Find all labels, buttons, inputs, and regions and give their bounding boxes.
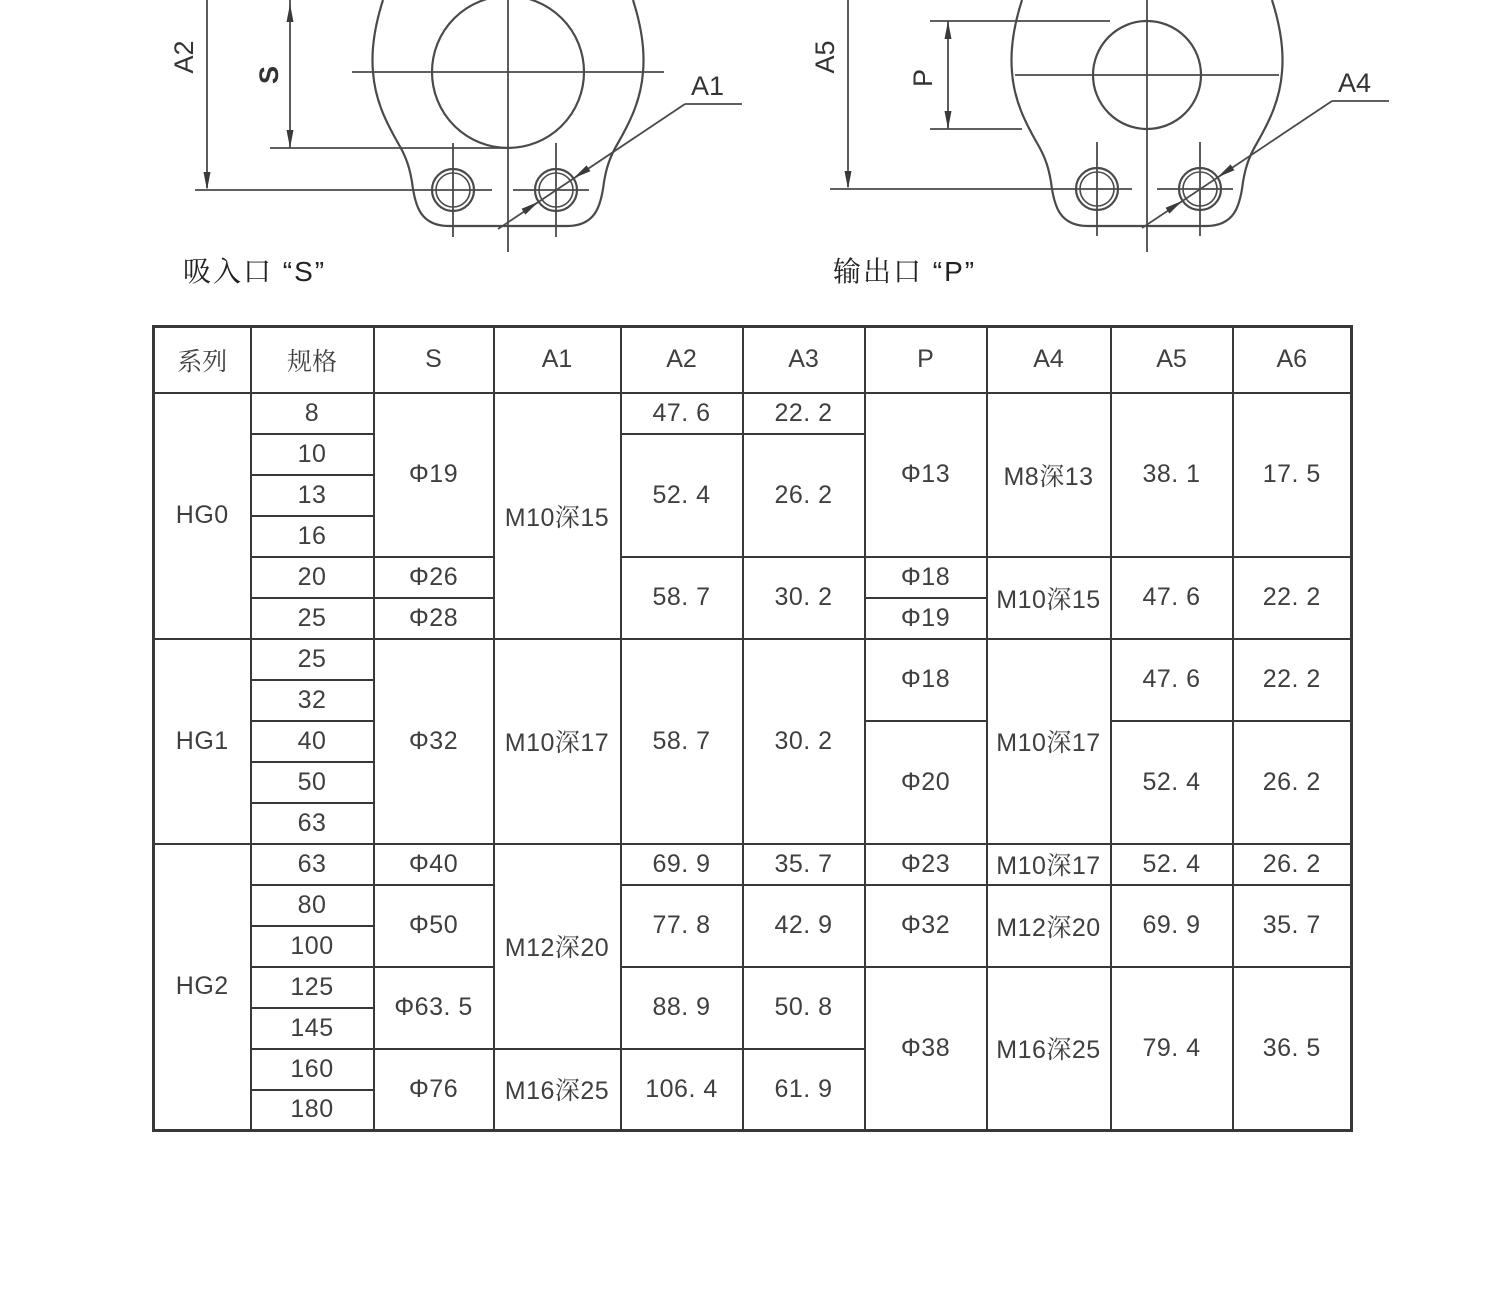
table-cell: Φ40: [374, 844, 494, 885]
table-cell: Φ38: [865, 967, 987, 1131]
table-cell: HG2: [154, 844, 251, 1131]
output-port-caption: 输出口 “P”: [833, 256, 977, 287]
table-cell: 77. 8: [621, 885, 743, 967]
table-cell: 16: [251, 516, 374, 557]
dim-a2-label: A2: [169, 40, 199, 74]
table-cell: 22. 2: [1233, 639, 1352, 721]
dim-s-arrow-down: [287, 130, 294, 148]
table-cell: 26. 2: [743, 434, 865, 557]
table-row: [154, 557, 1352, 598]
dim-p-arrow-up: [945, 21, 952, 39]
column-header-7: A4: [987, 327, 1111, 393]
table-cell: Φ76: [374, 1049, 494, 1131]
table-cell: Φ26: [374, 557, 494, 598]
table-cell: 47. 6: [621, 393, 743, 434]
column-header-5: A3: [743, 327, 865, 393]
table-cell: Φ18: [865, 557, 987, 598]
column-header-6: P: [865, 327, 987, 393]
table-cell: Φ28: [374, 598, 494, 639]
table-cell: Φ19: [374, 393, 494, 557]
table-cell: 58. 7: [621, 557, 743, 639]
table-cell: 20: [251, 557, 374, 598]
dim-p-label: P: [908, 68, 938, 88]
table-row: [154, 393, 1352, 434]
table-cell: 106. 4: [621, 1049, 743, 1131]
spec-table: [152, 325, 1353, 1132]
table-cell: 10: [251, 434, 374, 475]
table-cell: 22. 2: [743, 393, 865, 434]
dim-a5-arrow: [845, 171, 852, 189]
callout-a1-arrow-lower: [522, 202, 539, 215]
table-cell: 52. 4: [1111, 844, 1233, 885]
dim-a2-arrow: [204, 172, 211, 190]
column-header-4: A2: [621, 327, 743, 393]
table-cell: 36. 5: [1233, 967, 1352, 1131]
table-cell: 26. 2: [1233, 844, 1352, 885]
table-cell: 50. 8: [743, 967, 865, 1049]
table-cell: 61. 9: [743, 1049, 865, 1131]
callout-a4-arrow-lower: [1166, 201, 1183, 214]
column-header-3: A1: [494, 327, 621, 393]
column-header-1: 规格: [251, 327, 374, 393]
table-cell: 47. 6: [1111, 639, 1233, 721]
table-cell: Φ19: [865, 598, 987, 639]
table-cell: 8: [251, 393, 374, 434]
dim-s-arrow-up: [287, 4, 294, 22]
table-row: [154, 844, 1352, 885]
table-cell: 69. 9: [621, 844, 743, 885]
table-cell: 35. 7: [1233, 885, 1352, 967]
table-cell: 58. 7: [621, 639, 743, 844]
callout-a1-label: A1: [691, 71, 725, 101]
table-cell: Φ32: [374, 639, 494, 844]
table-cell: 47. 6: [1111, 557, 1233, 639]
table-cell: Φ63. 5: [374, 967, 494, 1049]
table-cell: M8深13: [987, 393, 1111, 557]
table-cell: 30. 2: [743, 557, 865, 639]
table-cell: M12深20: [494, 844, 621, 1049]
table-cell: 145: [251, 1008, 374, 1049]
column-header-9: A6: [1233, 327, 1352, 393]
table-cell: 100: [251, 926, 374, 967]
table-cell: Φ50: [374, 885, 494, 967]
table-cell: M10深17: [987, 844, 1111, 885]
table-cell: Φ13: [865, 393, 987, 557]
table-cell: M16深25: [987, 967, 1111, 1131]
table-cell: 38. 1: [1111, 393, 1233, 557]
table-cell: 25: [251, 598, 374, 639]
table-cell: 50: [251, 762, 374, 803]
dim-p-arrow-down: [945, 111, 952, 129]
table-cell: 125: [251, 967, 374, 1008]
table-cell: 80: [251, 885, 374, 926]
table-row: [154, 885, 1352, 926]
column-header-2: S: [374, 327, 494, 393]
table-cell: 88. 9: [621, 967, 743, 1049]
table-cell: 69. 9: [1111, 885, 1233, 967]
table-cell: 17. 5: [1233, 393, 1352, 557]
callout-a4-label: A4: [1338, 68, 1372, 98]
table-cell: Φ32: [865, 885, 987, 967]
table-cell: 52. 4: [621, 434, 743, 557]
table-cell: 32: [251, 680, 374, 721]
callout-a1-arrow-upper: [574, 165, 591, 178]
spec-table-body: [154, 393, 1352, 1131]
column-header-0: 系列: [154, 327, 251, 393]
spec-table-header-row: [154, 327, 1352, 393]
table-cell: 26. 2: [1233, 721, 1352, 844]
table-cell: 160: [251, 1049, 374, 1090]
table-cell: M10深17: [494, 639, 621, 844]
dim-a5-label: A5: [810, 40, 840, 74]
suction-port-caption: 吸入口 “S”: [183, 256, 327, 287]
table-cell: 30. 2: [743, 639, 865, 844]
table-cell: M16深25: [494, 1049, 621, 1131]
table-cell: 25: [251, 639, 374, 680]
table-row: [154, 967, 1352, 1008]
column-header-8: A5: [1111, 327, 1233, 393]
callout-a4-arrow-upper: [1218, 164, 1235, 177]
table-cell: 13: [251, 475, 374, 516]
dim-s-label: S: [254, 65, 284, 85]
table-cell: 40: [251, 721, 374, 762]
table-cell: HG1: [154, 639, 251, 844]
table-cell: M10深17: [987, 639, 1111, 844]
table-cell: Φ23: [865, 844, 987, 885]
table-cell: 22. 2: [1233, 557, 1352, 639]
table-cell: M12深20: [987, 885, 1111, 967]
table-cell: 52. 4: [1111, 721, 1233, 844]
table-cell: M10深15: [987, 557, 1111, 639]
table-cell: HG0: [154, 393, 251, 639]
table-row: [154, 639, 1352, 680]
table-cell: 35. 7: [743, 844, 865, 885]
table-cell: M10深15: [494, 393, 621, 639]
table-cell: 79. 4: [1111, 967, 1233, 1131]
table-cell: 63: [251, 844, 374, 885]
table-cell: 63: [251, 803, 374, 844]
table-cell: Φ20: [865, 721, 987, 844]
table-cell: 180: [251, 1090, 374, 1131]
table-cell: Φ18: [865, 639, 987, 721]
table-cell: 42. 9: [743, 885, 865, 967]
spec-table-head: [154, 327, 1352, 393]
